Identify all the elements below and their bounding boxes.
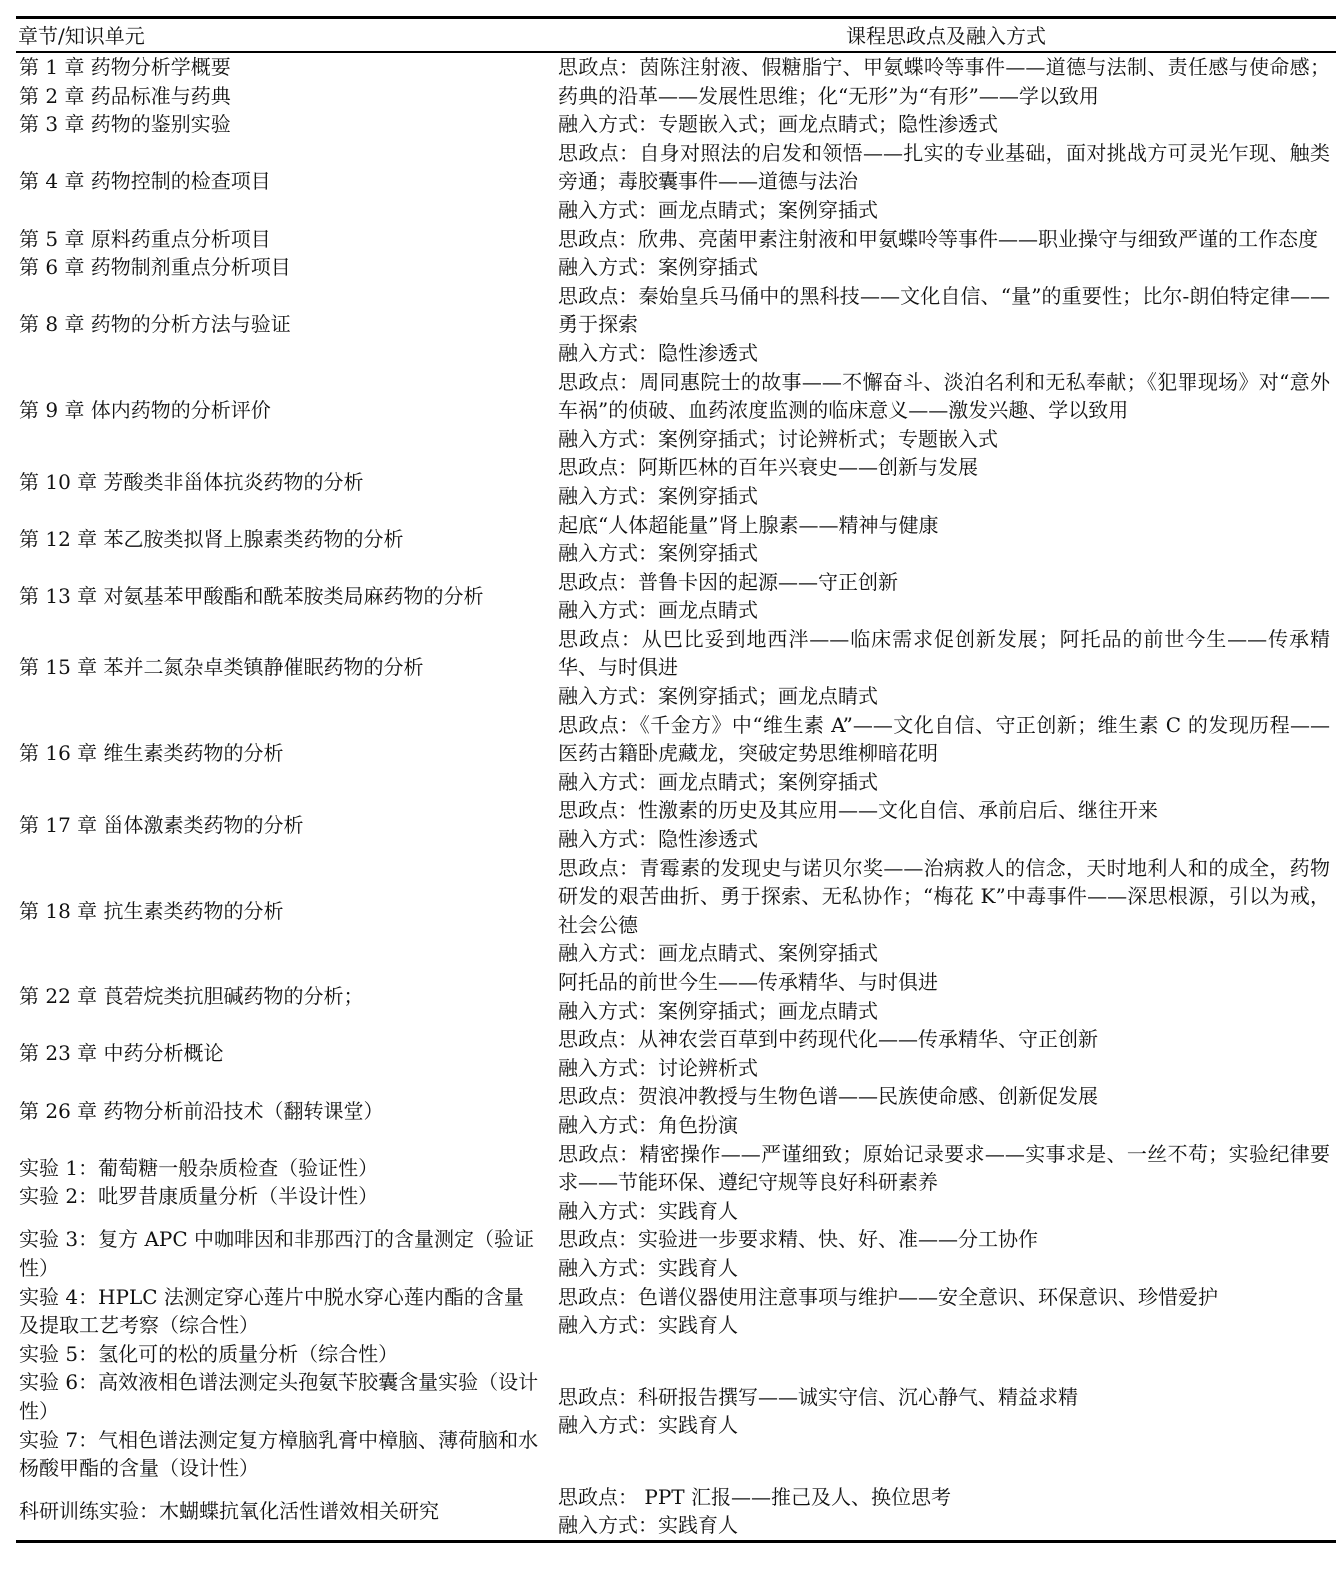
points-cell: [556, 854, 1336, 968]
points-cell: [556, 711, 1336, 797]
chapter-title: 第 13 章 对氨基苯甲酸酯和酰苯胺类局麻药物的分析: [19, 583, 484, 608]
chapter-title: 第 3 章 药物的鉴别实验: [19, 112, 231, 137]
ideology-point-text: 思政点： PPT 汇报——推己及人、换位思考: [558, 1484, 951, 1509]
ideology-point-text: 思政点：阿斯匹林的百年兴衰史——创新与发展: [558, 455, 978, 480]
points-cell: [556, 368, 1336, 454]
integration-mode-text: 融入方式：实践育人: [558, 1513, 738, 1538]
integration-mode-text: 融入方式：案例穿插式；画龙点睛式: [558, 684, 878, 709]
points-cell: [556, 282, 1336, 368]
chapter-title: 第 9 章 体内药物的分析评价: [19, 398, 271, 423]
chapter-cell: [16, 568, 556, 625]
chapter-title: 实验 7：气相色谱法测定复方樟脑乳膏中樟脑、薄荷脑和水杨酸甲酯的含量（设计性）: [19, 1427, 539, 1481]
points-cell: [556, 968, 1336, 1025]
table-row: [16, 796, 1336, 853]
ideology-point-text: 思政点：从巴比妥到地西泮——临床需求促创新发展；阿托品的前世今生——传承精华、与时俱进: [558, 626, 1330, 680]
ideology-point-text: 思政点：周同惠院士的故事——不懈奋斗、淡泊名利和无私奉献；《犯罪现场》对“意外车祸”的侦破、血药浓度监测的临床意义——激发兴趣、学以致用: [558, 369, 1330, 423]
points-cell: [556, 1140, 1336, 1226]
table-row: [16, 1082, 1336, 1139]
integration-mode-text: 融入方式：专题嵌入式；画龙点睛式；隐性渗透式: [558, 112, 998, 137]
integration-mode-text: 融入方式：画龙点睛式: [558, 598, 758, 623]
table-row: [16, 854, 1336, 968]
integration-mode-text: 融入方式：实践育人: [558, 1198, 738, 1223]
ideology-point-text: 思政点：普鲁卡因的起源——守正创新: [558, 569, 898, 594]
chapter-title: 第 4 章 药物控制的检查项目: [19, 169, 271, 194]
table-row: [16, 368, 1336, 454]
chapter-cell: [16, 968, 556, 1025]
table-row: [16, 511, 1336, 568]
chapter-title: 第 6 章 药物制剂重点分析项目: [19, 255, 291, 280]
chapter-cell: [16, 139, 556, 225]
chapter-title: 实验 3：复方 APC 中咖啡因和非那西汀的含量测定（验证性）: [19, 1227, 534, 1280]
ideology-point-text: 思政点：青霉素的发现史与诺贝尔奖——治病救人的信念，天时地利人和的成全，药物研发的艰苦曲折、勇于探索、无私协作；“梅花 K”中毒事件——深思根源，引以为戒，社会公德: [558, 855, 1330, 937]
table-row: [16, 139, 1336, 225]
ideology-point-text: 思政点：秦始皇兵马俑中的黑科技——文化自信、“量”的重要性；比尔-朗伯特定律——勇于探索: [558, 283, 1330, 337]
integration-mode-text: 融入方式：隐性渗透式: [558, 827, 758, 852]
chapter-cell: [16, 225, 556, 282]
integration-mode-text: 融入方式：案例穿插式: [558, 541, 758, 566]
integration-mode-text: 融入方式：实践育人: [558, 1255, 738, 1280]
points-cell: [556, 1283, 1336, 1340]
points-cell: [556, 1483, 1336, 1542]
header-points: 课程思政点及融入方式: [846, 24, 1046, 48]
integration-mode-text: 融入方式：画龙点睛式、案例穿插式: [558, 941, 878, 966]
chapter-cell: [16, 511, 556, 568]
points-cell: [556, 511, 1336, 568]
chapter-cell: [16, 1082, 556, 1139]
chapter-cell: [16, 368, 556, 454]
chapter-title: 科研训练实验：木蝴蝶抗氧化活性谱效相关研究: [19, 1498, 439, 1523]
integration-mode-text: 融入方式：隐性渗透式: [558, 340, 758, 365]
ideology-point-text: 思政点：从神农尝百草到中药现代化——传承精华、守正创新: [558, 1027, 1098, 1052]
chapter-title: 实验 1：葡萄糖一般杂质检查（验证性）: [19, 1155, 379, 1180]
ideology-point-text: 思政点：《千金方》中“维生素 A”——文化自信、守正创新；维生素 C 的发现历程——医药古籍卧虎藏龙，突破定势思维柳暗花明: [558, 712, 1330, 766]
ideology-point-text: 思政点：性激素的历史及其应用——文化自信、承前启后、继往开来: [558, 798, 1158, 823]
chapter-cell: [16, 625, 556, 711]
table-row: [16, 1225, 1336, 1282]
integration-mode-text: 融入方式：案例穿插式: [558, 483, 758, 508]
ideology-point-text: 阿托品的前世今生——传承精华、与时俱进: [558, 970, 938, 994]
chapter-title: 第 18 章 抗生素类药物的分析: [19, 898, 284, 923]
ideology-point-text: 思政点：自身对照法的启发和领悟——扎实的专业基础，面对挑战方可灵光乍现、触类旁通；毒胶囊事件——道德与法治: [558, 140, 1330, 194]
chapter-title: 第 17 章 甾体激素类药物的分析: [19, 812, 304, 837]
table-row: [16, 1283, 1336, 1340]
chapter-cell: [16, 854, 556, 968]
chapter-title: 实验 6：高效液相色谱法测定头孢氨苄胶囊含量实验（设计性）: [19, 1370, 539, 1423]
table-row: [16, 52, 1336, 139]
chapter-title: 第 2 章 药品标准与药典: [19, 83, 231, 108]
chapter-title: 第 1 章 药物分析学概要: [19, 55, 231, 79]
table-row: [16, 1025, 1336, 1082]
table-row: [16, 1140, 1336, 1226]
table-body: [16, 52, 1336, 1541]
chapter-title: 第 23 章 中药分析概论: [19, 1041, 224, 1066]
integration-mode-text: 融入方式：讨论辨析式: [558, 1055, 758, 1080]
chapter-cell: [16, 711, 556, 797]
points-cell: [556, 1340, 1336, 1483]
integration-mode-text: 融入方式：案例穿插式；画龙点睛式: [558, 998, 878, 1023]
integration-mode-text: 融入方式：画龙点睛式；案例穿插式: [558, 769, 878, 794]
table-container: [16, 16, 1336, 1543]
integration-mode-text: 融入方式：案例穿插式；讨论辨析式；专题嵌入式: [558, 426, 998, 451]
chapter-title: 第 26 章 药物分析前沿技术（翻转课堂）: [19, 1098, 384, 1123]
table-row: [16, 1483, 1336, 1542]
course-ideology-table: [16, 16, 1336, 1543]
chapter-cell: [16, 453, 556, 510]
table-row: [16, 282, 1336, 368]
points-cell: [556, 1225, 1336, 1282]
ideology-point-text: 思政点：贺浪冲教授与生物色谱——民族使命感、创新促发展: [558, 1084, 1098, 1109]
chapter-cell: [16, 796, 556, 853]
ideology-point-text: 起底“人体超能量”肾上腺素——精神与健康: [558, 512, 939, 537]
table-header-row: [16, 18, 1336, 53]
points-cell: [556, 625, 1336, 711]
chapter-title: 实验 2：吡罗昔康质量分析（半设计性）: [19, 1184, 379, 1209]
table-row: [16, 968, 1336, 1025]
chapter-cell: [16, 1483, 556, 1542]
integration-mode-text: 融入方式：案例穿插式: [558, 255, 758, 280]
chapter-title: 第 22 章 莨菪烷类抗胆碱药物的分析；: [19, 984, 364, 1009]
chapter-title: 第 16 章 维生素类药物的分析: [19, 741, 284, 766]
table-row: [16, 1340, 1336, 1483]
table-row: [16, 453, 1336, 510]
table-row: [16, 711, 1336, 797]
chapter-cell: [16, 1025, 556, 1082]
ideology-point-text: 思政点：实验进一步要求精、快、好、准——分工协作: [558, 1227, 1038, 1252]
ideology-point-text: 思政点：精密操作——严谨细致；原始记录要求——实事求是、一丝不苟；实验纪律要求——节能环保、遵纪守规等良好科研素养: [558, 1141, 1330, 1195]
points-cell: [556, 453, 1336, 510]
chapter-title: 第 10 章 芳酸类非甾体抗炎药物的分析: [19, 469, 364, 494]
points-cell: [556, 1025, 1336, 1082]
points-cell: [556, 139, 1336, 225]
table-row: [16, 225, 1336, 282]
table-row: [16, 568, 1336, 625]
ideology-point-text: 思政点：茵陈注射液、假糖脂宁、甲氨蝶呤等事件——道德与法制、责任感与使命感；药典的沿革——发展性思维；化“无形”为“有形”——学以致用: [558, 55, 1330, 108]
chapter-title: 实验 4：HPLC 法测定穿心莲片中脱水穿心莲内酯的含量及提取工艺考察（综合性）: [19, 1284, 524, 1338]
chapter-cell: [16, 52, 556, 139]
points-cell: [556, 1082, 1336, 1139]
chapter-cell: [16, 1140, 556, 1226]
chapter-cell: [16, 1225, 556, 1282]
ideology-point-text: 思政点：色谱仪器使用注意事项与维护——安全意识、环保意识、珍惜爱护: [558, 1284, 1218, 1309]
chapter-title: 第 15 章 苯并二氮杂卓类镇静催眠药物的分析: [19, 655, 424, 680]
points-cell: [556, 52, 1336, 139]
integration-mode-text: 融入方式：角色扮演: [558, 1112, 738, 1137]
chapter-title: 第 5 章 原料药重点分析项目: [19, 226, 271, 251]
chapter-title: 第 12 章 苯乙胺类拟肾上腺素类药物的分析: [19, 526, 404, 551]
chapter-cell: [16, 1283, 556, 1340]
integration-mode-text: 融入方式：实践育人: [558, 1313, 738, 1338]
header-chapter: 章节/知识单元: [18, 24, 145, 48]
integration-mode-text: 融入方式：实践育人: [558, 1413, 738, 1438]
points-cell: [556, 568, 1336, 625]
chapter-title: 实验 5：氢化可的松的质量分析（综合性）: [19, 1341, 399, 1366]
integration-mode-text: 融入方式：画龙点睛式；案例穿插式: [558, 197, 878, 222]
chapter-title: 第 8 章 药物的分析方法与验证: [19, 312, 291, 337]
table-row: [16, 625, 1336, 711]
chapter-cell: [16, 1340, 556, 1483]
points-cell: [556, 796, 1336, 853]
ideology-point-text: 思政点：欣弗、亮菌甲素注射液和甲氨蝶呤等事件——职业操守与细致严谨的工作态度: [558, 226, 1318, 251]
ideology-point-text: 思政点：科研报告撰写——诚实守信、沉心静气、精益求精: [558, 1384, 1078, 1409]
points-cell: [556, 225, 1336, 282]
chapter-cell: [16, 282, 556, 368]
